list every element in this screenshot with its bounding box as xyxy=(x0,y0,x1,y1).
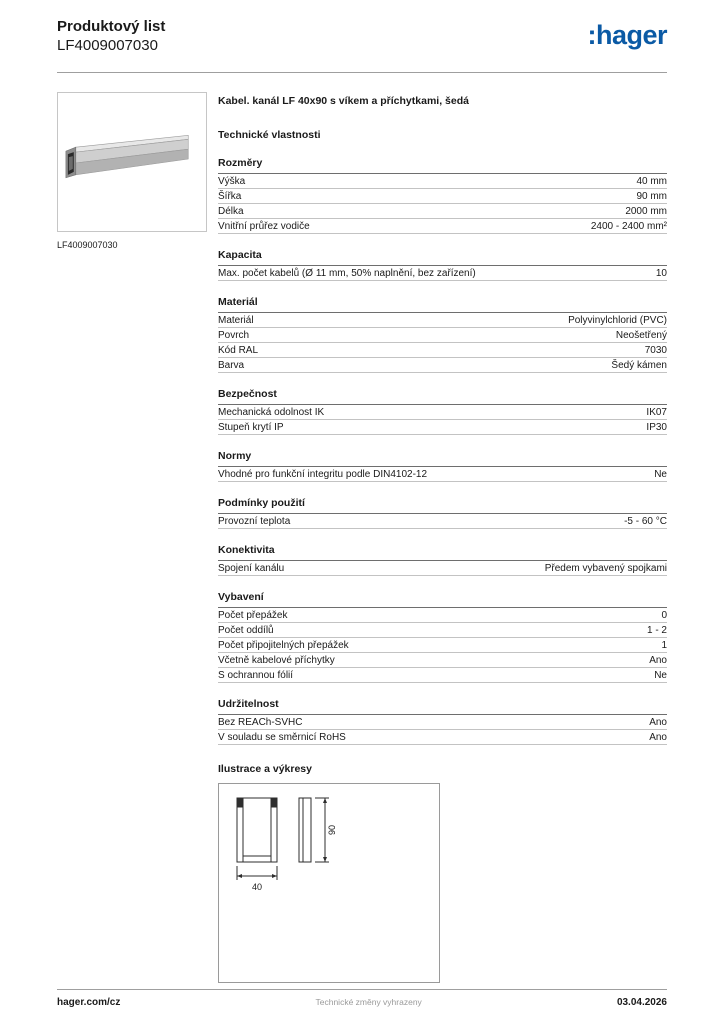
section-title: Vybavení xyxy=(218,588,667,608)
spec-label: S ochrannou fólií xyxy=(218,670,294,681)
spec-content xyxy=(218,95,667,983)
spec-label: Délka xyxy=(218,206,244,217)
spec-label: Materiál xyxy=(218,315,254,326)
spec-value: Neošetřený xyxy=(615,330,667,341)
height-dimension-label: 90 xyxy=(327,824,337,836)
drawings-heading: Ilustrace a výkresy xyxy=(218,763,312,775)
product-image-column xyxy=(57,92,207,250)
spec-row xyxy=(218,668,667,683)
spec-row xyxy=(218,420,667,435)
product-image xyxy=(57,92,207,232)
spec-value: 1 xyxy=(661,640,667,651)
section-title: Bezpečnost xyxy=(218,385,667,405)
hager-logo: :hager xyxy=(587,20,667,50)
spec-label: Stupeň krytí IP xyxy=(218,422,284,433)
spec-row xyxy=(218,561,667,576)
spec-label: Barva xyxy=(218,360,245,371)
spec-row xyxy=(218,638,667,653)
spec-label: Vhodné pro funkční integritu podle DIN4102-12 xyxy=(218,469,428,480)
spec-label: Včetně kabelové příchytky xyxy=(218,655,335,666)
spec-row xyxy=(218,343,667,358)
spec-value: Ano xyxy=(649,655,667,666)
footer-notice: Technické změny vyhrazeny xyxy=(315,997,422,1007)
spec-row xyxy=(218,405,667,420)
spec-value: Ne xyxy=(654,670,667,681)
product-title: Kabel. kanál LF 40x90 s víkem a příchytkami, šedá xyxy=(218,95,469,107)
spec-row xyxy=(218,174,667,189)
document-header xyxy=(57,18,667,68)
spec-row xyxy=(218,328,667,343)
spec-row xyxy=(218,266,667,281)
spec-value: Šedý kámen xyxy=(611,360,667,371)
section-title: Normy xyxy=(218,447,667,467)
spec-row xyxy=(218,219,667,234)
technical-drawing xyxy=(219,784,439,982)
spec-label: Provozní teplota xyxy=(218,516,291,527)
cable-trunking-illustration xyxy=(58,97,206,227)
spec-value: Ano xyxy=(649,717,667,728)
spec-label: Počet přepážek xyxy=(218,610,288,621)
spec-value: 2400 - 2400 mm² xyxy=(590,221,667,232)
spec-value: IP30 xyxy=(646,422,667,433)
spec-label: Bez REACh-SVHC xyxy=(218,717,303,728)
spec-row xyxy=(218,715,667,730)
section-title: Udržitelnost xyxy=(218,695,667,715)
spec-label: Kód RAL xyxy=(218,345,259,356)
spec-label: Max. počet kabelů (Ø 11 mm, 50% naplnění, bez zařízení) xyxy=(218,268,476,279)
footer-date: 03.04.2026 xyxy=(616,997,667,1008)
spec-value: 2000 mm xyxy=(625,206,667,217)
spec-label: Počet připojitelných přepážek xyxy=(218,640,349,651)
section-title: Konektivita xyxy=(218,541,667,561)
spec-label: Spojení kanálu xyxy=(218,563,285,574)
product-image-caption: LF4009007030 xyxy=(57,240,118,250)
technical-drawing-box xyxy=(218,783,440,983)
spec-value: -5 - 60 °C xyxy=(624,516,667,527)
spec-label: Počet oddílů xyxy=(218,625,274,636)
footer-site-link: hager.com/cz xyxy=(57,997,121,1008)
spec-sections xyxy=(218,154,667,745)
header-divider xyxy=(57,72,667,73)
spec-row xyxy=(218,358,667,373)
spec-value: 90 mm xyxy=(636,191,667,202)
section-title: Materiál xyxy=(218,293,667,313)
spec-value: 40 mm xyxy=(636,176,667,187)
spec-row xyxy=(218,514,667,529)
spec-section xyxy=(218,385,667,435)
tech-properties-heading: Technické vlastnosti xyxy=(218,129,321,141)
spec-section xyxy=(218,541,667,576)
section-title: Kapacita xyxy=(218,246,667,266)
drawings-block xyxy=(218,763,667,983)
spec-section xyxy=(218,695,667,745)
spec-value: 7030 xyxy=(644,345,667,356)
spec-label: Vnitřní průřez vodiče xyxy=(218,221,310,232)
spec-row xyxy=(218,204,667,219)
main-content xyxy=(57,92,667,983)
document-footer xyxy=(57,989,667,1008)
spec-section xyxy=(218,246,667,281)
section-title: Rozměry xyxy=(218,154,667,174)
width-dimension-label: 40 xyxy=(251,882,263,892)
spec-value: Předem vybavený spojkami xyxy=(544,563,667,574)
spec-section xyxy=(218,588,667,683)
spec-value: IK07 xyxy=(646,407,667,418)
spec-row xyxy=(218,467,667,482)
doc-type-title: Produktový list xyxy=(57,18,166,35)
spec-label: Mechanická odolnost IK xyxy=(218,407,325,418)
spec-label: Povrch xyxy=(218,330,250,341)
spec-value: 0 xyxy=(661,610,667,621)
spec-label: Výška xyxy=(218,176,246,187)
spec-value: 1 - 2 xyxy=(646,625,667,636)
spec-row xyxy=(218,608,667,623)
spec-value: Ano xyxy=(649,732,667,743)
spec-value: Polyvinylchlorid (PVC) xyxy=(568,315,667,326)
section-title: Podmínky použití xyxy=(218,494,667,514)
product-id: LF4009007030 xyxy=(57,37,158,54)
spec-section xyxy=(218,293,667,373)
spec-row xyxy=(218,730,667,745)
spec-row xyxy=(218,189,667,204)
spec-value: Ne xyxy=(654,469,667,480)
spec-row xyxy=(218,653,667,668)
spec-section xyxy=(218,447,667,482)
spec-value: 10 xyxy=(655,268,667,279)
spec-section xyxy=(218,154,667,234)
spec-section xyxy=(218,494,667,529)
spec-row xyxy=(218,313,667,328)
spec-label: V souladu se směrnicí RoHS xyxy=(218,732,346,743)
spec-row xyxy=(218,623,667,638)
spec-label: Šířka xyxy=(218,191,242,202)
